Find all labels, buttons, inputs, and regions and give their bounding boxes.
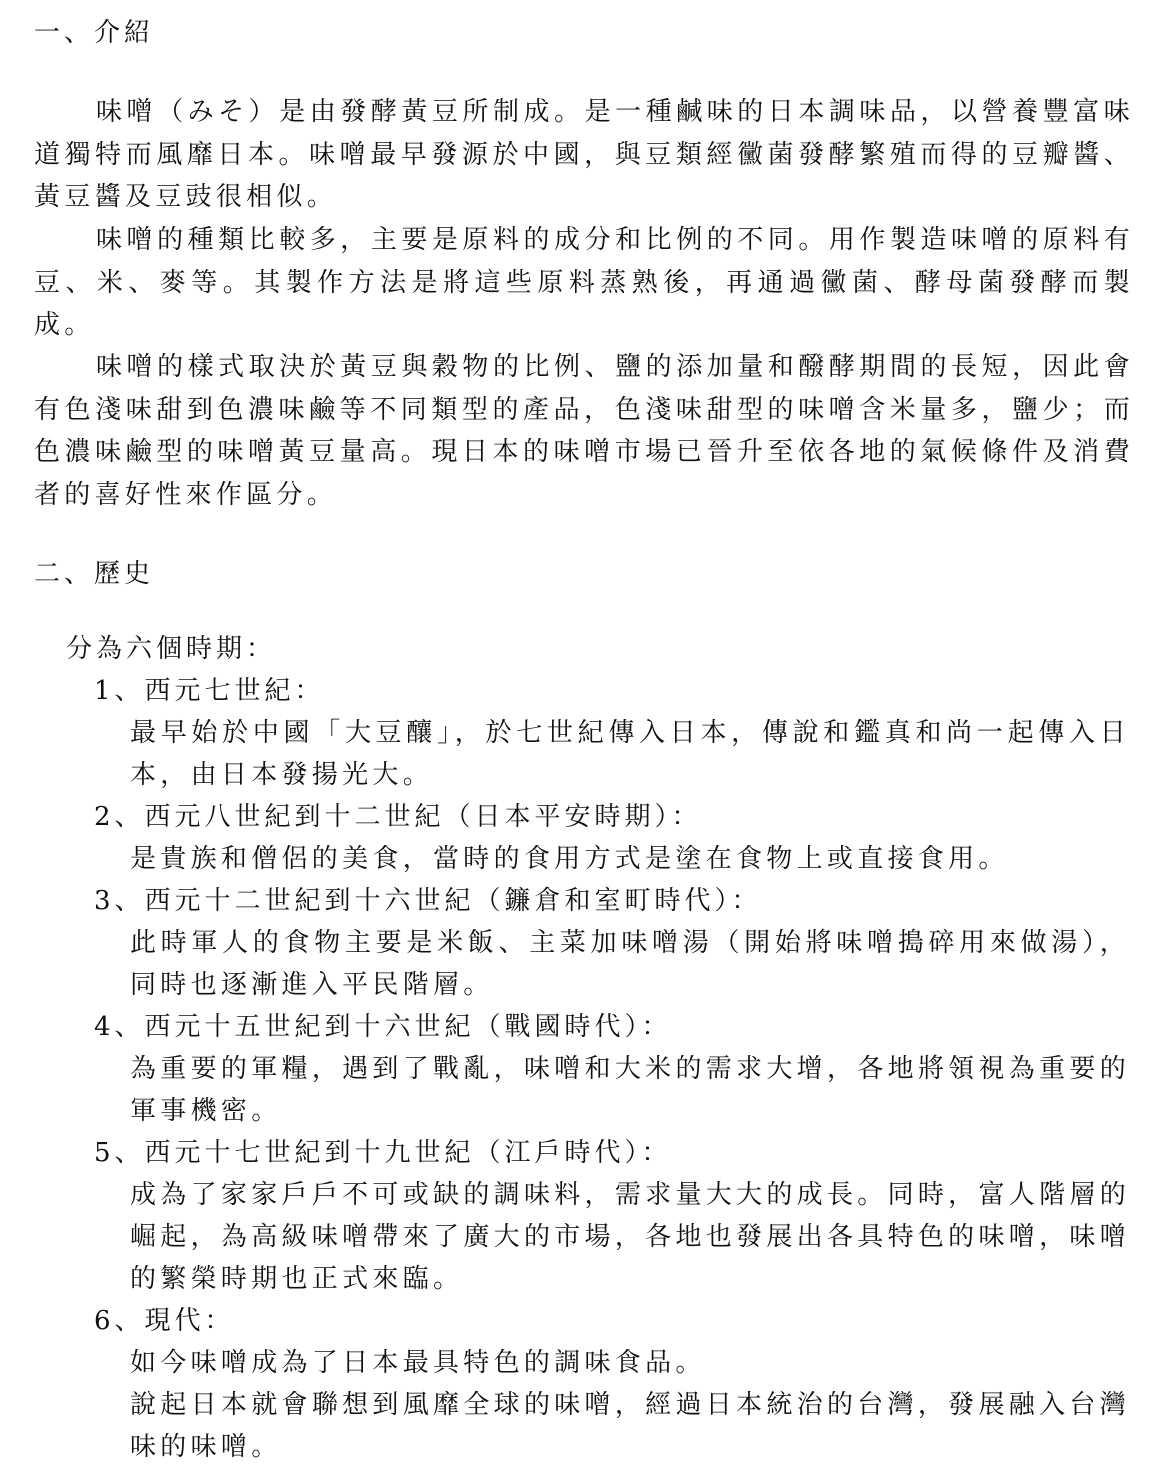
period-desc-3: 此時軍人的食物主要是米飯、主菜加味噌湯（開始將味噌搗碎用來做湯），同時也逐漸進入平民階層。 bbox=[130, 928, 1130, 1000]
period-desc-5: 成為了家家戶戶不可或缺的調味料，需求量大大的成長。同時，富人階層的崛起，為高級味噌帶來了廣大的市場，各地也發展出各具特色的味噌，味噌的繁榮時期也正式來臨。 bbox=[130, 1180, 1130, 1294]
period-desc-6-continued: 說起日本就會聯想到風靡全球的味噌，經過日本統治的台灣，發展融入台灣味的味噌。 bbox=[130, 1390, 1130, 1462]
period-desc-6: 如今味噌成為了日本最具特色的調味食品。 bbox=[130, 1348, 706, 1378]
period-title-2: 2、西元八世紀到十二世紀（日本平安時期）： bbox=[94, 802, 702, 832]
period-title-3: 3、西元十二世紀到十六世紀（鐮倉和室町時代）： bbox=[94, 886, 762, 916]
section-heading-intro: 一、介紹 bbox=[34, 18, 155, 48]
period-title-5: 5、西元十七世紀到十九世紀（江戶時代）： bbox=[94, 1138, 672, 1168]
period-desc-4: 為重要的軍糧，遇到了戰亂，味噌和大米的需求大增，各地將領視為重要的軍事機密。 bbox=[130, 1054, 1130, 1126]
intro-paragraph-1: 味噌（みそ）是由發酵黃豆所制成。是一種鹹味的日本調味品，以營養豐富味道獨特而風靡日本。味噌最早發源於中國，與豆類經黴菌發酵繁殖而得的豆瓣醬、黃豆醬及豆豉很相似。 bbox=[34, 97, 1134, 212]
period-title-1: 1、西元七世紀： bbox=[94, 676, 325, 706]
period-desc-1: 最早始於中國「大豆釀」，於七世紀傳入日本，傳說和鑑真和尚一起傳入日本，由日本發揚光大。 bbox=[130, 718, 1130, 790]
period-desc-2: 是貴族和僧侶的美食，當時的食用方式是塗在食物上或直接食用。 bbox=[130, 844, 1009, 874]
intro-paragraph-2: 味噌的種類比較多，主要是原料的成分和比例的不同。用作製造味噌的原料有豆、米、麥等。其製作方法是將這些原料蒸熟後，再通過黴菌、酵母菌發酵而製成。 bbox=[34, 225, 1134, 340]
period-title-4: 4、西元十五世紀到十六世紀（戰國時代）： bbox=[94, 1012, 672, 1042]
section-heading-history: 二、歷史 bbox=[34, 559, 155, 589]
intro-paragraph-3: 味噌的樣式取決於黃豆與穀物的比例、鹽的添加量和醱酵期間的長短，因此會有色淺味甜到色濃味鹼等不同類型的產品，色淺味甜型的味噌含米量多，鹽少；而色濃味鹼型的味噌黃豆量高。現日本的味噌市場已晉升至依各地的氣候條件及消費者的喜好性來作區分。 bbox=[34, 352, 1134, 510]
history-intro: 分為六個時期： bbox=[66, 634, 277, 664]
period-title-6: 6、現代： bbox=[94, 1306, 235, 1336]
